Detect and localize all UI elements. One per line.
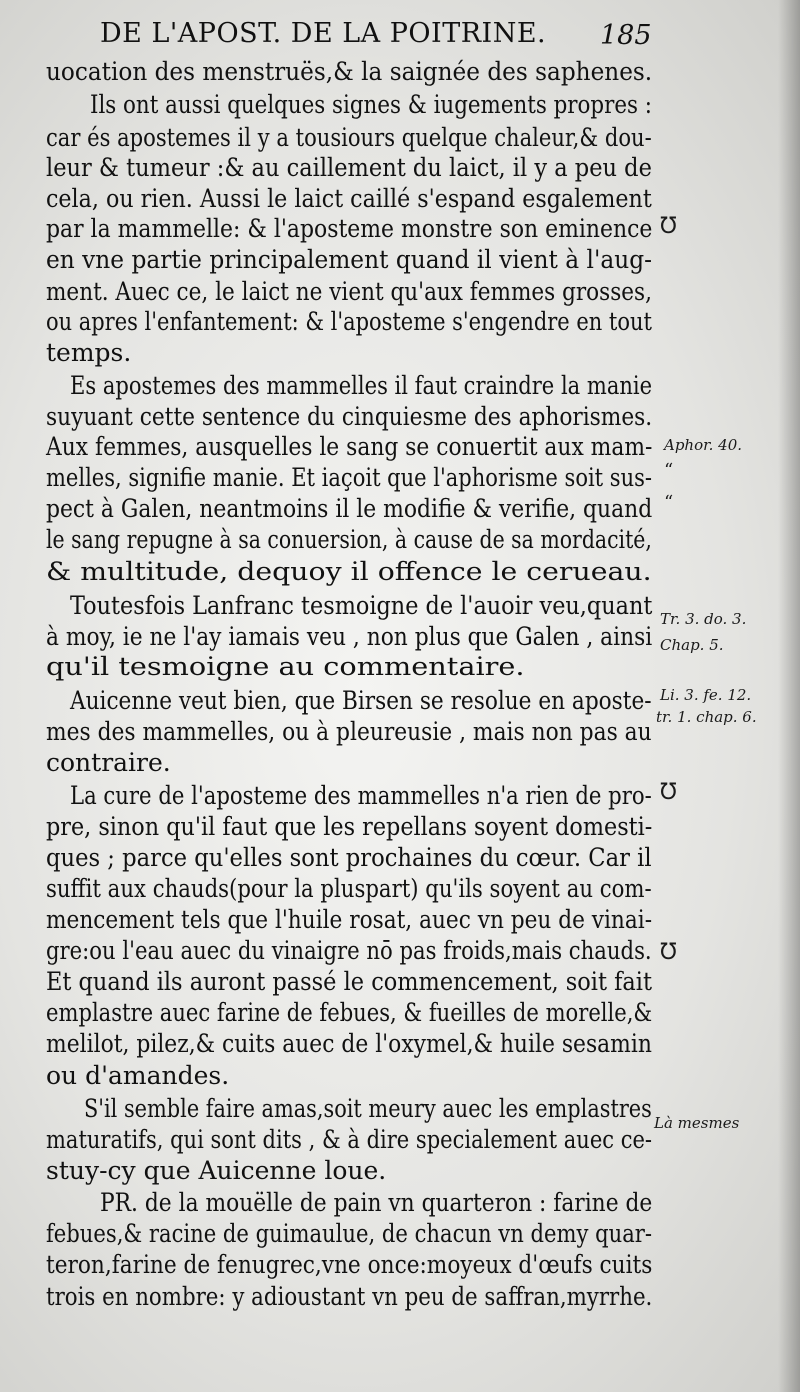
margin-symbol-icon: Ʊ xyxy=(660,214,677,239)
text-line: Auicenne veut bien, que Birsen se resolue en aposte- xyxy=(70,686,652,715)
margin-note-aphorism: Aphor. 40. xyxy=(664,436,743,454)
margin-note-treatise: Tr. 3. do. 3. xyxy=(660,610,747,628)
text-line: melles, signifie manie. Et iaçoit que l'aphorisme soit sus- xyxy=(46,463,653,492)
text-line: ou d'amandes. xyxy=(46,1061,230,1090)
margin-symbol-icon: Ʊ xyxy=(660,940,677,965)
text-line: uocation des menstruës,& la saignée des saphenes. xyxy=(46,57,653,86)
text-line: cela, ou rien. Aussi le laict caillé s'espand esgalement xyxy=(46,184,652,213)
text-line: trois en nombre: y adioustant vn peu de saffran,myrrhe. xyxy=(46,1282,653,1311)
text-line: Et quand ils auront passé le commencement, soit fait xyxy=(46,967,652,996)
text-line: febues,& racine de guimaulue, de chacun vn demy quar- xyxy=(46,1219,653,1248)
text-line: pre, sinon qu'il faut que les repellans soyent domesti- xyxy=(46,812,653,841)
text-line: Ils ont aussi quelques signes & iugements propres : xyxy=(90,90,652,119)
margin-note-book: Li. 3. fe. 12. xyxy=(660,686,752,704)
text-line: ou apres l'enfantement: & l'aposteme s'engendre en tout xyxy=(46,307,652,336)
text-line: suyuant cette sentence du cinquiesme des aphorismes. xyxy=(46,402,653,431)
text-line: ment. Auec ce, le laict ne vient qu'aux femmes grosses, xyxy=(46,277,652,306)
text-line: mes des mammelles, ou à pleureusie , mais non pas au xyxy=(46,717,652,746)
text-line: maturatifs, qui sont dits , & à dire specialement auec ce- xyxy=(46,1125,653,1154)
text-line: par la mammelle: & l'aposteme monstre son eminence xyxy=(46,214,653,243)
text-line: La cure de l'aposteme des mammelles n'a rien de pro- xyxy=(70,781,652,810)
text-line: & multitude, dequoy il offence le cerueau. xyxy=(46,557,652,586)
text-line: Aux femmes, ausquelles le sang se conuertit aux mam- xyxy=(46,432,653,461)
text-line: emplastre auec farine de febues, & fueilles de morelle,& xyxy=(46,998,653,1027)
text-line: teron,farine de fenugrec,vne once:moyeux d'œufs cuits xyxy=(46,1250,653,1279)
margin-symbol-icon: Ʊ xyxy=(660,780,677,805)
text-line: S'il semble faire amas,soit meury auec les emplastres xyxy=(84,1094,652,1123)
text-line: Es apostemes des mammelles il faut craindre la manie xyxy=(70,371,653,400)
text-line: qu'il tesmoigne au commentaire. xyxy=(46,652,525,681)
text-line: melilot, pilez,& cuits auec de l'oxymel,& huile sesamin xyxy=(46,1029,652,1058)
text-line: pect à Galen, neantmoins il le modifie & verifie, quand xyxy=(46,494,653,523)
margin-note-chapter: Chap. 5. xyxy=(660,636,724,654)
text-line: car és apostemes il y a tousiours quelque chaleur,& dou- xyxy=(46,123,652,152)
quote-mark: “ xyxy=(664,460,674,481)
text-line: le sang repugne à sa conuersion, à cause de sa mordacité, xyxy=(46,525,652,554)
text-line: stuy-cy que Auicenne loue. xyxy=(46,1156,387,1185)
margin-note-treatise-chapter: tr. 1. chap. 6. xyxy=(656,708,757,726)
text-line: à moy, ie ne l'ay iamais veu , non plus que Galen , ainsi xyxy=(46,622,653,651)
text-line: mencement tels que l'huile rosat, auec vn peu de vinai- xyxy=(46,905,653,934)
text-line: ques ; parce qu'elles sont prochaines du cœur. Car il xyxy=(46,843,652,872)
text-line: temps. xyxy=(46,338,132,367)
text-line: suffit aux chauds(pour la pluspart) qu'ils soyent au com- xyxy=(46,874,652,903)
running-title: DE L'APOST. DE LA POITRINE. xyxy=(100,18,547,49)
text-line: PR. de la mouëlle de pain vn quarteron : farine de xyxy=(100,1188,653,1217)
quote-mark: “ xyxy=(664,492,674,513)
text-line: gre:ou l'eau auec du vinaigre nō pas froids,mais chauds. xyxy=(46,936,652,965)
text-line: contraire. xyxy=(46,748,171,777)
page-number: 185 xyxy=(600,20,652,51)
margin-note-same: Là mesmes xyxy=(654,1114,740,1132)
text-line: Toutesfois Lanfranc tesmoigne de l'auoir veu,quant xyxy=(70,591,653,620)
text-line: en vne partie principalement quand il vient à l'aug- xyxy=(46,245,652,274)
text-line: leur & tumeur :& au caillement du laict, il y a peu de xyxy=(46,153,652,182)
page-edge-shadow xyxy=(778,0,800,1392)
